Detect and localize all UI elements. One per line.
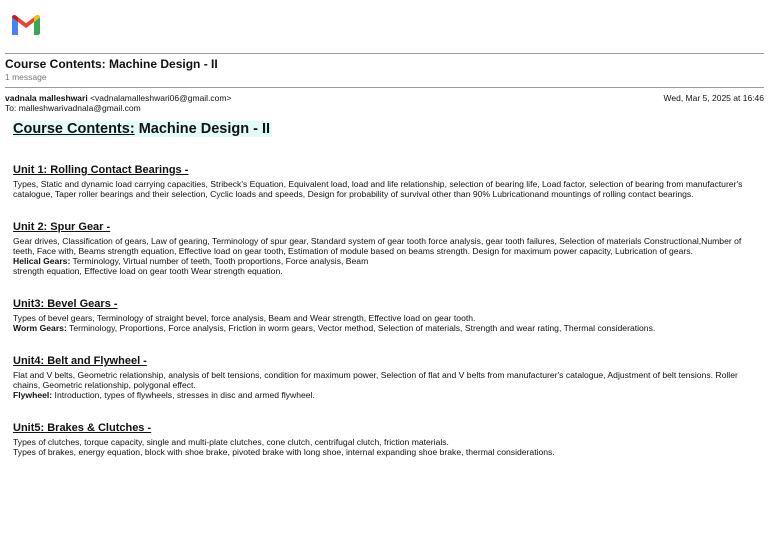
sender-line — [5, 93, 231, 103]
unit-text — [13, 256, 753, 266]
unit-section — [13, 422, 753, 457]
unit-text — [13, 437, 753, 447]
unit-section — [13, 164, 753, 199]
unit-heading: Unit 2: Spur Gear - — [13, 221, 111, 233]
gmail-logo-icon — [12, 14, 40, 36]
unit-text — [13, 236, 753, 256]
unit-text — [13, 323, 753, 333]
message-count: 1 message — [5, 72, 47, 82]
unit-heading: Unit3: Bevel Gears - — [13, 298, 118, 310]
topic-text: Types of brakes, energy equation, block with shoe brake, pivoted brake with long shoe, internal expanding shoe brake, thermal considerations. — [13, 447, 555, 457]
unit-text — [13, 266, 753, 276]
unit-heading: Unit4: Belt and Flywheel - — [13, 355, 147, 367]
unit-heading: Unit 1: Rolling Contact Bearings - — [13, 164, 189, 176]
units-list — [13, 164, 753, 457]
topic-label: Helical Gears: — [13, 256, 71, 266]
topic-label: Worm Gears: — [13, 323, 67, 333]
header-divider — [5, 53, 764, 54]
sender-name: vadnala malleshwari — [5, 93, 88, 103]
topic-text: strength equation, Effective load on gear tooth Wear strength equation. — [13, 266, 283, 276]
unit-text — [13, 370, 753, 390]
unit-section — [13, 221, 753, 276]
course-title-highlight — [13, 121, 272, 137]
topic-text: Types, Static and dynamic load carrying capacities, Stribeck's Equation, Equivalent load, load and life relationship, selection of bearing life, Load factor, selection of bearing from manufacturer's catalogue, Taper roller bearings and their selection, Cyclic loads and speeds, Design for probability of survival other than 90% Lubricationand mountings of rolling contact bearings. — [13, 179, 743, 199]
topic-text: Terminology, Virtual number of teeth, Tooth proportions, Force analysis, Beam — [70, 256, 369, 266]
unit-text — [13, 390, 753, 400]
unit-text — [13, 447, 753, 457]
topic-text: Types of bevel gears, Terminology of straight bevel, force analysis, Beam and Wear strength, Effective load on gear tooth. — [13, 313, 476, 323]
topic-text: Flat and V belts, Geometric relationship, analysis of belt tensions, condition for maximum power, Selection of flat and V belts from manufacturer's catalogue, Adjustment of belt tensions. Roller chains, Geometric relationship, polygonal effect. — [13, 370, 738, 390]
email-body — [13, 121, 753, 457]
topic-label: Flywheel: — [13, 390, 53, 400]
unit-section — [13, 298, 753, 333]
topic-text: Types of clutches, torque capacity, single and multi-plate clutches, cone clutch, centrifugal clutch, friction materials. — [13, 437, 449, 447]
course-title — [13, 121, 753, 137]
unit-section — [13, 355, 753, 400]
email-subject: Course Contents: Machine Design - II — [5, 57, 218, 71]
unit-text — [13, 179, 753, 199]
thread-divider — [5, 87, 764, 88]
course-title-prefix: Course Contents: — [13, 121, 135, 137]
recipient-line: To: malleshwarivadnala@gmail.com — [5, 103, 141, 113]
topic-text: Gear drives, Classification of gears, Law of gearing, Terminology of spur gear, Standard system of gear tooth force analysis, gear tooth failures, Selection of materials Constructional,Number of teeth, Face with, Beams strength equation, Effective load on gear tooth, Estimation of module based on beams strength. Design for maximum power capacity, Lubrication of gears. — [13, 236, 742, 256]
email-date: Wed, Mar 5, 2025 at 16:46 — [663, 93, 764, 103]
sender-email: <vadnalamalleshwari06@gmail.com> — [90, 93, 232, 103]
course-title-name: Machine Design - II — [138, 121, 271, 137]
topic-text: Terminology, Proportions, Force analysis, Friction in worm gears, Vector method, Selection of materials, Strength and wear rating, Thermal considerations. — [66, 323, 656, 333]
unit-text — [13, 313, 753, 323]
topic-text: Introduction, types of flywheels, stresses in disc and armed flywheel. — [52, 390, 315, 400]
unit-heading: Unit5: Brakes & Clutches - — [13, 422, 152, 434]
